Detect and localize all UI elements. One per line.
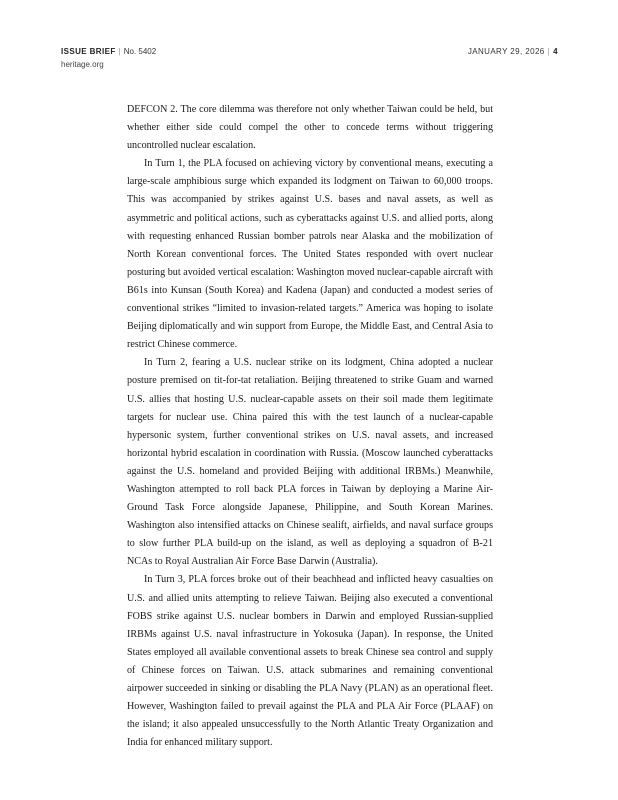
brief-label: ISSUE BRIEF	[61, 47, 116, 56]
page-number: 4	[553, 47, 558, 56]
site-url[interactable]: heritage.org	[61, 60, 104, 69]
page-header	[61, 46, 558, 72]
paragraph: DEFCON 2. The core dilemma was therefore not only whether Taiwan could be held, but whether either side could compel the other to concede terms without triggering uncontrolled nuclear escalation.	[127, 104, 493, 152]
header-separator-right: |	[547, 47, 551, 56]
header-separator: |	[118, 47, 121, 56]
paragraph: In Turn 1, the PLA focused on achieving victory by conventional means, executing a large-scale amphibious surge which expanded its lodgment on Taiwan to 60,000 troops. This was accompanied by strikes against U.S. bases and naval assets, as well as asymmetric and political actions, such as cyberattacks against U.S. and allied ports, along with requesting enhanced Russian bomber patrols near Alaska and the mobilization of North Korean conventional forces. The United States responded with overt nuclear posturing but avoided vertical escalation: Washington moved nuclear-capable aircraft with B61s into Kunsan (South Korea) and Kadena (Japan) and conducted a modest series of conventional strikes “limited to invasion-related targets.” America was hoping to isolate Beijing diplomatically and win support from Europe, the Middle East, and Central Asia to restrict Chinese commerce.	[127, 158, 493, 351]
paragraph: In Turn 3, PLA forces broke out of their beachhead and inflicted heavy casualties on U.S. and allied units attempting to relieve Taiwan. Beijing also executed a conventional FOBS strike against U.S. nuclear bombers in Darwin and employed Russian-supplied IRBMs against U.S. naval infrastructure in Yokosuka (Japan). In response, the United States employed all available conventional assets to break Chinese sea control and supply of Chinese forces on Taiwan. U.S. attack submarines and remaining conventional airpower succeeded in sinking or disabling the PLA Navy (PLAN) as an operational fleet. However, Washington failed to prevail against the PLA and PLA Air Force (PLAAF) on the island; it also appealed unsuccessfully to the North Atlantic Treaty Organization and India for enhanced military support.	[127, 574, 493, 749]
header-right	[468, 46, 558, 57]
issue-date: JANUARY 29, 2026	[467, 47, 545, 56]
issue-number: No. 5402	[123, 47, 157, 56]
paragraph: In Turn 2, fearing a U.S. nuclear strike on its lodgment, China adopted a nuclear posture premised on tit-for-tat retaliation. Beijing threatened to strike Guam and warned U.S. allies that hosting U.S. nuclear-capable assets on their soil made them legitimate targets for nuclear use. China paired this with the test launch of a nuclear-capable hypersonic system, further conventional strikes on U.S. naval assets, and increased horizontal hybrid escalation in coordination with Russia. (Moscow launched cyberattacks against the U.S. homeland and provided Beijing with additional IRBMs.) Meanwhile, Washington attempted to roll back PLA forces in Taiwan by deploying a Marine Air-Ground Task Force alongside Japanese, Philippine, and South Korean Marines. Washington also intensified attacks on Chinese sealift, airfields, and naval surface groups to slow further PLA build-up on the island, as well as deploying a squadron of B-21 NCAs to Royal Australian Air Force Base Darwin (Australia).	[127, 357, 493, 568]
article-body	[127, 101, 493, 752]
header-left	[61, 46, 156, 57]
